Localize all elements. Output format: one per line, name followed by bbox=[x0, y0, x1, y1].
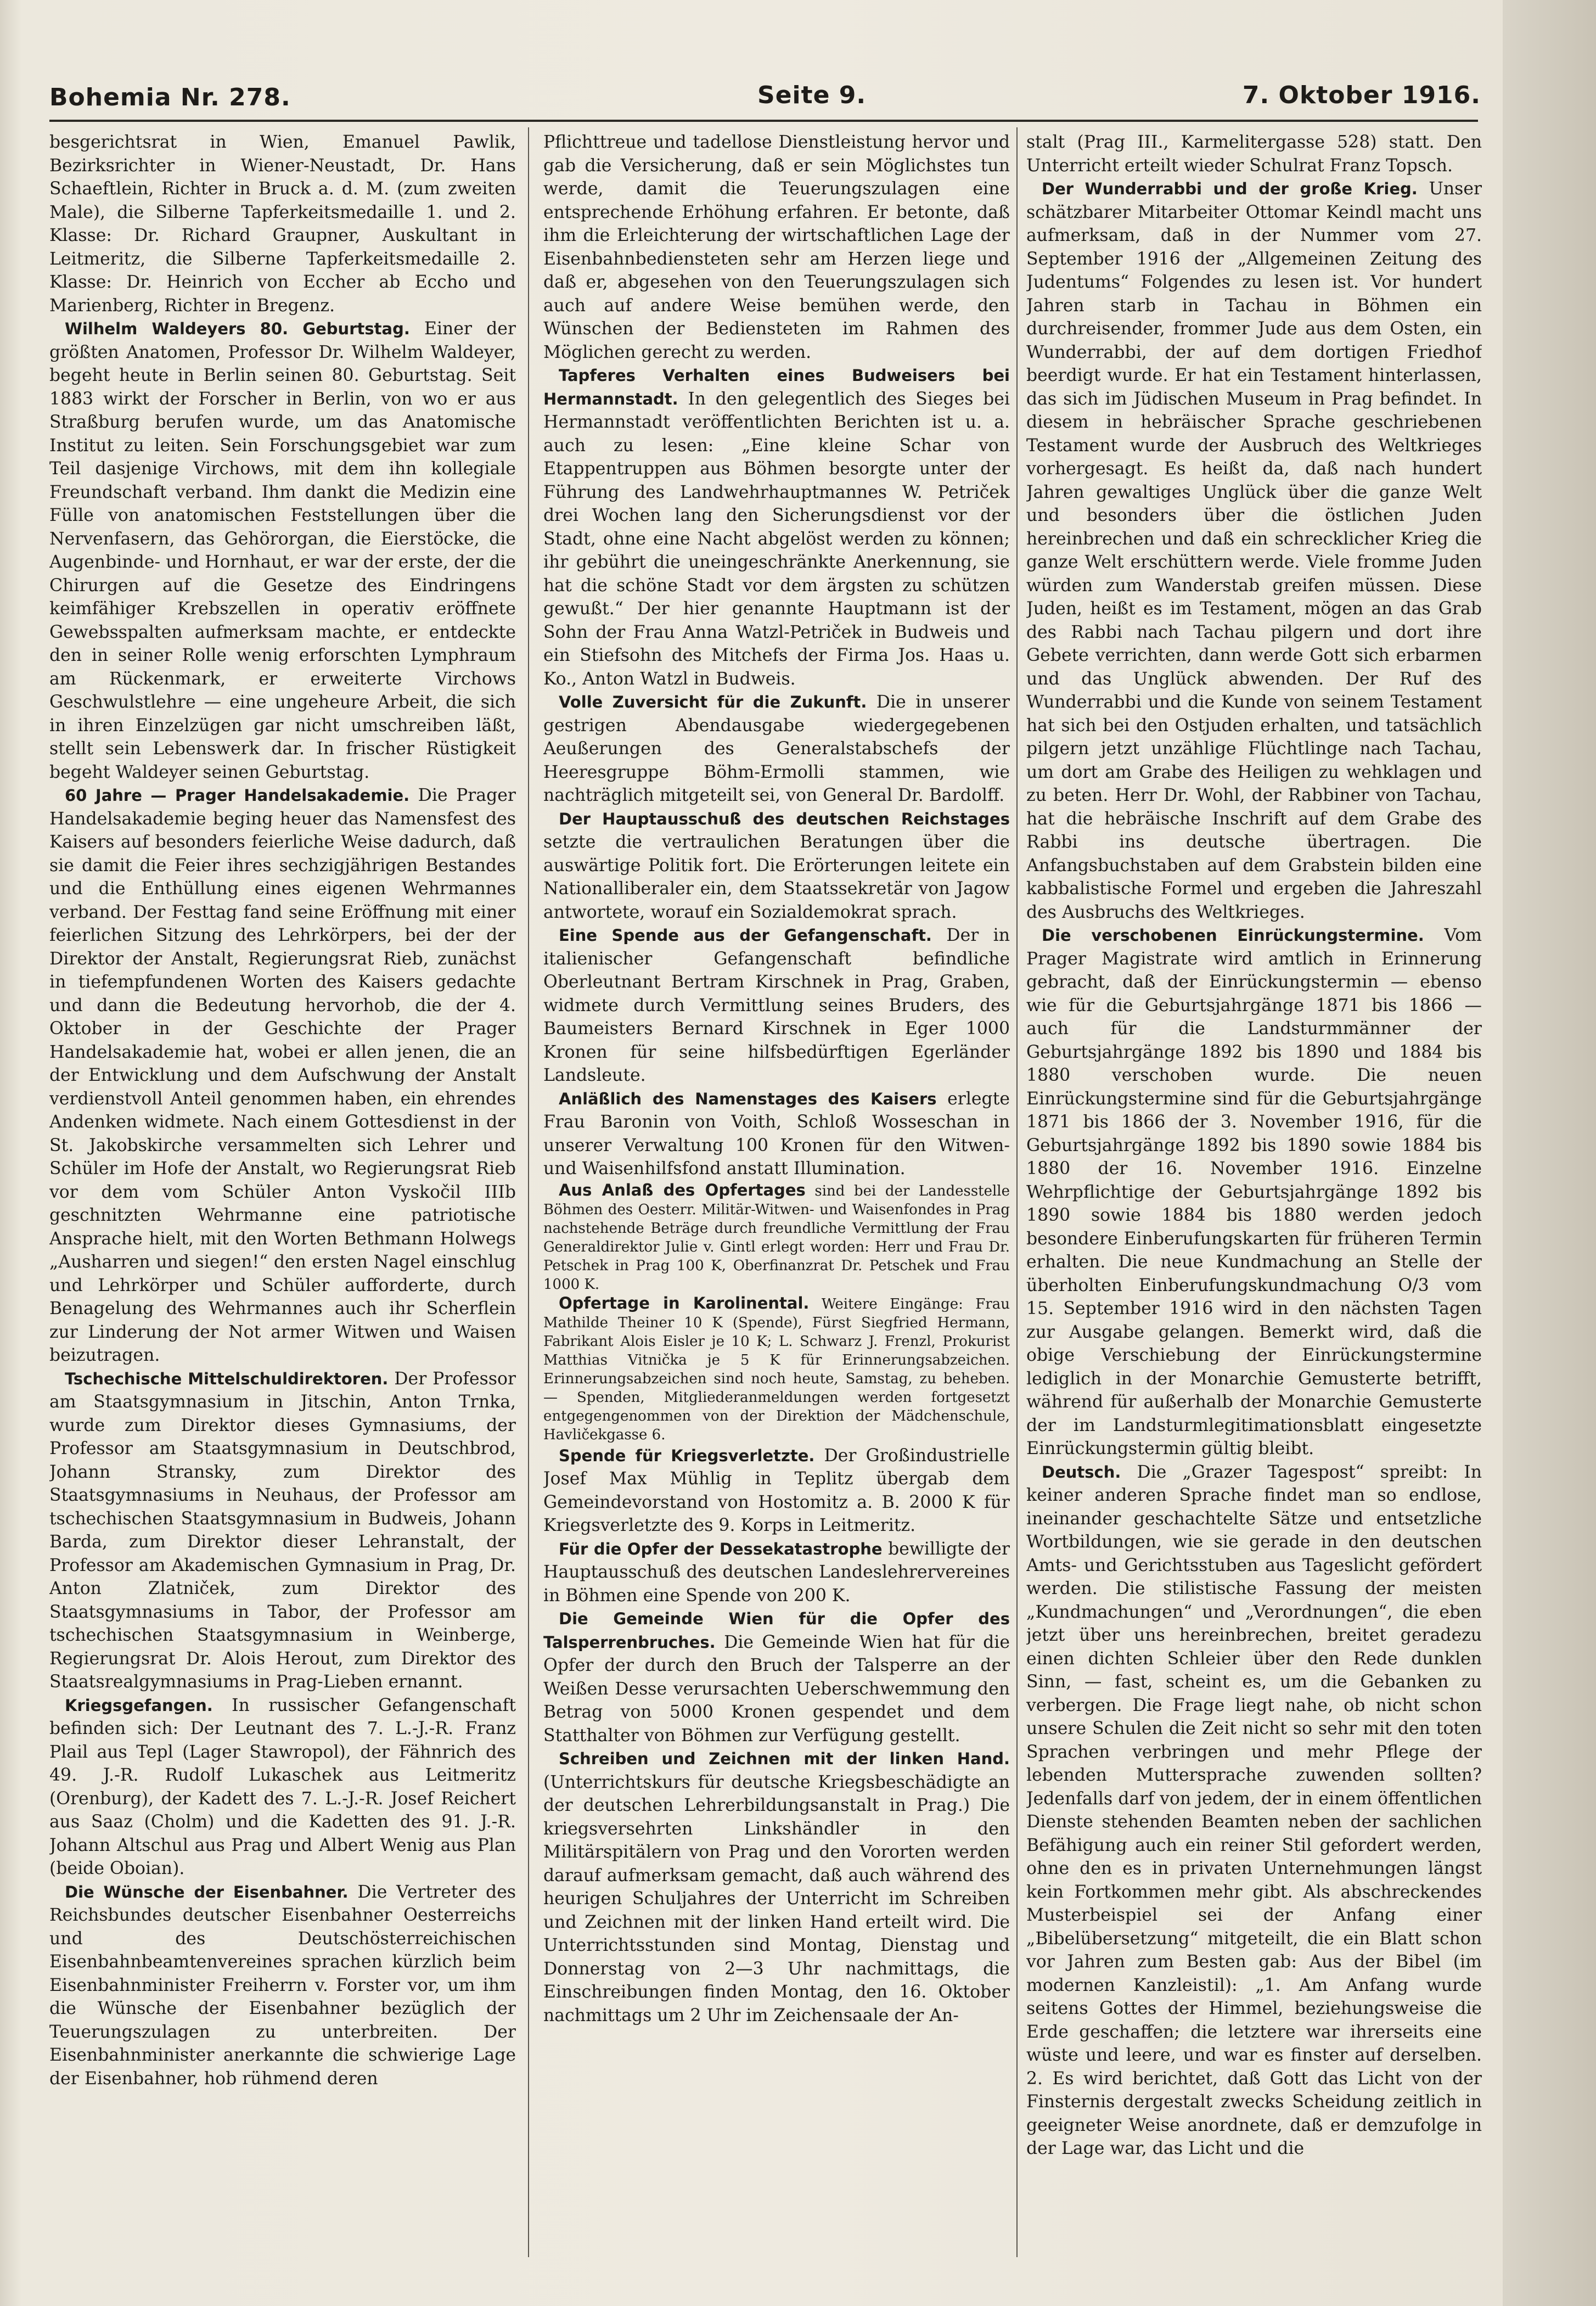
article-heading: Der Wunderrabbi und der große Krieg. bbox=[1042, 179, 1418, 198]
article-paragraph bbox=[543, 1444, 1010, 1538]
article-paragraph bbox=[49, 1881, 516, 2091]
text-column-1 bbox=[49, 131, 516, 2255]
column-divider bbox=[1016, 127, 1018, 2257]
issue-date: 7. Oktober 1916. bbox=[1242, 81, 1481, 109]
article-text: sind bei der Landesstelle Böhmen des Oesterr. Militär-Witwen- und Waisenfondes in Prag nachstehende Beträge durch freundliche Vermittlung der Frau Generaldirektor Julie v. Gintl erlegt worden: Herr und Frau Dr. Petschek in Prag 100 K, Oberfinanzrat Dr. Petschek und Frau 1000 K. bbox=[543, 1182, 1010, 1293]
article-text: stalt (Prag III., Karmelitergasse 528) statt. Den Unterricht erteilt wieder Schulrat Franz Topsch. bbox=[1026, 132, 1482, 176]
header-rule bbox=[49, 120, 1478, 122]
article-paragraph bbox=[543, 1087, 1010, 1181]
article-paragraph bbox=[49, 1694, 516, 1881]
article-heading: Für die Opfer der Dessekatastrophe bbox=[559, 1539, 883, 1558]
article-paragraph bbox=[543, 807, 1010, 924]
article-text: Der in italienischer Gefangenschaft befindliche Oberleutnant Bertram Kirschnek in Prag, Graben, widmete durch Vermittlung seines Bruders, des Baumeisters Bernard Kirschnek in Eger 1000 Kronen für seine hilfsbedürftigen Egerländer Landsleute. bbox=[543, 925, 1010, 1085]
text-column-3 bbox=[1026, 131, 1482, 2255]
article-text: Die Gemeinde Wien hat für die Opfer der durch den Bruch der Talsperre an der Weißen Desse verursachten Ueberschwemmung den Betrag von 5000 Kronen gespendet und dem Statthalter von Böhmen zur Verfügung gestellt. bbox=[543, 1632, 1010, 1746]
article-text: setzte die vertraulichen Beratungen über die auswärtige Politik fort. Die Erörterungen leitete ein Nationalliberaler ein, dem Staatssekretär von Jagow antwortete, worauf ein Sozialdemokrat sprach. bbox=[543, 832, 1010, 922]
continued-paragraph bbox=[49, 131, 516, 317]
article-text: besgerichtsrat in Wien, Emanuel Pawlik, Bezirksrichter in Wiener-Neustadt, Dr. Hans Schaeftlein, Richter in Bruck a. d. M. (zum zweiten Male), die Silberne Tapferkeitsmedaille 1. und 2. Klasse: Dr. Richard Graupner, Auskultant in Leitmeritz, die Silberne Tapferkeitsmedaille 2. Klasse: Dr. Heinrich von Eccher ab Eccho und Marienberg, Richter in Bregenz. bbox=[49, 132, 516, 316]
article-paragraph bbox=[49, 317, 516, 784]
column-divider bbox=[528, 127, 529, 2257]
page-header bbox=[49, 76, 1481, 120]
article-heading: Der Hauptausschuß des deutschen Reichstages bbox=[559, 809, 1010, 828]
article-text: Unser schätzbarer Mitarbeiter Ottomar Keindl macht uns aufmerksam, daß in der Nummer vom 27. September 1916 der „Allgemeinen Zeitung des Judentums“ Folgendes zu lesen ist. Vor hundert Jahren starb in Tachau in Böhmen ein durchreisender, frommer Jude aus dem Osten, ein Wunderrabbi, der auf dem dortigen Friedhof beerdigt wurde. Er hat ein Testament hinterlassen, das sich im Jüdischen Museum in Prag befindet. In diesem in hebräischer Sprache geschriebenen Testament wurde der Ausbruch des Weltkrieges vorhergesagt. Es heißt da, daß nach hundert Jahren gewaltiges Unglück über die ganze Welt und besonders über die östlichen Juden hereinbrechen und daß ein schrecklicher Krieg die ganze Welt erschüttern werde. Viele fromme Juden würden zum Wanderstab greifen müssen. Diese Juden, heißt es im Testament, mögen an das Grab des Rabbi nach Tachau pilgern und dort ihre Gebete verrichten, dann werde Gott sich erbarmen und das Unglück abwenden. Der Ruf des Wunderrabbi und die Kunde von seinem Testament hat sich bei den Ostjuden erhalten, und tatsächlich pilgern jetzt unzählige Flüchtlinge nach Tachau, um dort am Grabe des Heiligen zu wehklagen und zu beten. Herr Dr. Wohl, der Rabbiner von Tachau, hat die hebräische Inschrift auf dem Grabe des Rabbi ins deutsche übertragen. Die Anfangsbuchstaben auf dem Grabstein bilden eine kabbalistische Formel und ergeben die Jahreszahl des Ausbruchs des Weltkrieges. bbox=[1026, 179, 1482, 922]
article-heading: Kriegsgefangen. bbox=[65, 1696, 213, 1715]
article-paragraph bbox=[543, 364, 1010, 691]
article-heading: Tschechische Mittelschuldirektoren. bbox=[65, 1369, 389, 1388]
article-heading: Eine Spende aus der Gefangenschaft. bbox=[559, 926, 932, 945]
article-text: Der Professor am Staatsgymnasium in Jitschin, Anton Trnka, wurde zum Direktor dieses Gymnasiums, der Professor am Staatsgymnasium in Deutschbrod, Johann Stransky, zum Direktor des Staatsgymnasiums in Neuhaus, der Professor am tschechischen Staatsgymnasium in Budweis, Johann Barda, zum Direktor dieser Lehranstalt, der Professor am Akademischen Gymnasium in Prag, Dr. Anton Zlatniček, zum Direktor des Staatsgymnasiums in Tabor, der Professor am tschechischen Staatsgymnasium in Weinberge, Regierungsrat Dr. Alois Herout, zum Direktor des Staatsrealgymnasiums in Prag-Lieben ernannt. bbox=[49, 1368, 516, 1692]
article-text: (Unterrichtskurs für deutsche Kriegsbeschädigte an der deutschen Lehrerbildungsanstalt in Prag.) Die kriegsversehrten Linkshändler in den Militärspitälern von Prag und den Vororten werden darauf aufmerksam gemacht, daß auch während des heurigen Schuljahres der Unterricht im Schreiben und Zeichnen mit der linken Hand erteilt wird. Die Unterrichtsstunden sind Montag, Dienstag und Donnerstag von 2—3 Uhr nachmittags, die Einschreibungen finden Montag, den 16. Oktober nachmittags um 2 Uhr im Zeichensaale der An- bbox=[543, 1772, 1010, 2026]
article-text: Die Vertreter des Reichsbundes deutscher Eisenbahner Oesterreichs und des Deutschösterreichischen Eisenbahnbeamtenvereines sprachen kürzlich beim Eisenbahnminister Freiherrn v. Forster vor, um ihm die Wünsche der Eisenbahner bezüglich der Teuerungszulagen zu unterbreiten. Der Eisenbahnminister anerkannte die schwierige Lage der Eisenbahner, hob rühmend deren bbox=[49, 1882, 516, 2089]
article-paragraph bbox=[543, 1538, 1010, 1608]
article-text: Pflichttreue und tadellose Dienstleistung hervor und gab die Versicherung, daß er sein Möglichstes tun werde, damit die Teuerungszulagen eine entsprechende Erhöhung erfahren. Er betonte, daß ihm die Erleichterung der wirtschaftlichen Lage der Eisenbahnbediensteten sehr am Herzen liege und daß er, abgesehen von den Teuerungszulagen sich auch auf andere Weise bemühen werde, den Wünschen der Bediensteten im Rahmen des Möglichen gerecht zu werden. bbox=[543, 132, 1010, 362]
article-heading: 60 Jahre — Prager Handelsakademie. bbox=[65, 786, 410, 805]
text-column-2 bbox=[543, 131, 1010, 2255]
article-paragraph bbox=[543, 691, 1010, 807]
article-text: Weitere Eingänge: Frau Mathilde Theiner 10 K (Spende), Fürst Siegfried Hermann, Fabrikant Alois Eisler je 10 K; L. Schwarz J. Frenzl, Prokurist Matthias Vitnička je 5 K für Erinnerungsabzeichen. Erinnerungsabzeichen sind noch heute, Samstag, zu beheben. — Spenden, Mitgliederanmeldungen werden fortgesetzt entgegengenommen von der Direktion der Mädchenschule, Havličekgasse 6. bbox=[543, 1295, 1010, 1443]
article-paragraph bbox=[543, 924, 1010, 1087]
article-heading: Tapferes Verhalten eines Budweisers bei Hermannstadt. bbox=[543, 366, 1010, 408]
article-paragraph bbox=[543, 1181, 1010, 1294]
article-paragraph bbox=[543, 1294, 1010, 1444]
article-heading: Schreiben und Zeichnen mit der linken Hand. bbox=[559, 1749, 1010, 1768]
scan-edge bbox=[1503, 0, 1596, 2306]
article-paragraph bbox=[1026, 1461, 1482, 2161]
article-text: bewilligte der Hauptausschuß des deutschen Landeslehrervereines in Böhmen eine Spende von 200 K. bbox=[543, 1539, 1010, 1606]
article-paragraph bbox=[49, 784, 516, 1367]
article-heading: Aus Anlaß des Opfertages bbox=[559, 1180, 806, 1199]
newspaper-issue: Bohemia Nr. 278. bbox=[49, 83, 291, 111]
article-text: In russischer Gefangenschaft befinden sich: Der Leutnant des 7. L.-J.-R. Franz Plail aus Tepl (Lager Stawropol), der Fähnrich des 49. J.-R. Rudolf Lukaschek aus Leitmeritz (Orenburg), der Kadett des 7. L.-J.-R. Josef Reichert aus Saaz (Cholm) und die Kadetten des 91. J.-R. Johann Altschul aus Prag und Albert Wenig aus Plan (beide Oboian). bbox=[49, 1695, 516, 1878]
article-text: erlegte Frau Baronin von Voith, Schloß Wosseschan in unserer Verwaltung 100 Kronen für den Witwen- und Waisenhilfsfond anstatt Illumination. bbox=[543, 1089, 1010, 1179]
article-heading: Die verschobenen Einrückungstermine. bbox=[1042, 926, 1424, 945]
article-heading: Anläßlich des Namenstages des Kaisers bbox=[559, 1089, 937, 1108]
article-heading: Die Gemeinde Wien für die Opfer des Talsperrenbruches. bbox=[543, 1609, 1010, 1652]
continued-paragraph bbox=[1026, 131, 1482, 177]
article-heading: Spende für Kriegsverletzte. bbox=[559, 1446, 815, 1465]
article-text: In den gelegentlich des Sieges bei Hermannstadt veröffentlichten Berichten ist u. a. auch zu lesen: „Eine kleine Schar von Etappentruppen aus Böhmen besorgte unter der Führung des Landwehrhauptmannes W. Petriček drei Wochen lang den Sicherungsdienst vor der Stadt, ohne eine Nacht abgelöst werden zu können; ihr gebührt die uneingeschränkte Anerkennung, sie hat die schöne Stadt vor dem ärgsten zu schützen gewußt.“ Der hier genannte Hauptmann ist der Sohn der Frau Anna Watzl-Petriček in Budweis und ein Stiefsohn des Mitchefs der Firma Jos. Haas u. Ko., Anton Watzl in Budweis. bbox=[543, 389, 1010, 689]
article-text: Die in unserer gestrigen Abendausgabe wiedergegebenen Aeußerungen des Generalstabschefs der Heeresgruppe Böhm-Ermolli stammen, wie nachträglich mitgeteilt sei, von General Dr. Bardolff. bbox=[543, 692, 1010, 805]
article-heading: Volle Zuversicht für die Zukunft. bbox=[559, 693, 867, 711]
article-paragraph bbox=[49, 1367, 516, 1694]
article-paragraph bbox=[1026, 177, 1482, 924]
article-heading: Die Wünsche der Eisenbahner. bbox=[65, 1882, 349, 1901]
article-paragraph bbox=[1026, 924, 1482, 1461]
article-text: Einer der größten Anatomen, Professor Dr. Wilhelm Waldeyer, begeht heute in Berlin seinen 80. Geburtstag. Seit 1883 wirkt der Forscher in Berlin, von wo er aus Straßburg berufen wurde, um das Anatomische Institut zu leiten. Sein Forschungsgebiet war zum Teil dasjenige Virchows, mit dem ihn kollegiale Freundschaft verband. Ihm dankt die Medizin eine Fülle von anatomischen Feststellungen über die Nervenfasern, das Gehörorgan, die Eierstöcke, die Augenbinde- und Hornhaut, er war der erste, der die Chirurgen auf die Gesetze des Eindringens keimfähiger Krebszellen in operativ eröffnete Gewebsspalten aufmerksam machte, er entdeckte den in seiner Rolle wenig erforschten Lymphraum am Rückenmark, er erweiterte Virchows Geschwulstlehre — eine ungeheure Arbeit, die sich in ihren Einzelzügen gar nicht umschreiben läßt, stellt sein Lebenswerk dar. In frischer Rüstigkeit begeht Waldeyer seinen Geburtstag. bbox=[49, 319, 516, 782]
article-text: Der Großindustrielle Josef Max Mühlig in Teplitz übergab dem Gemeindevorstand von Hostomitz a. B. 2000 K für Kriegsverletzte des 9. Korps in Leitmeritz. bbox=[543, 1445, 1010, 1535]
article-heading: Opfertage in Karolinental. bbox=[559, 1293, 810, 1312]
article-heading: Deutsch. bbox=[1042, 1462, 1121, 1482]
page-number: Seite 9. bbox=[757, 81, 867, 109]
article-text: Die Prager Handelsakademie beging heuer das Namensfest des Kaisers auf besonders feierliche Weise dadurch, daß sie damit die Feier ihres sechzigjährigen Bestandes und die Enthüllung eines eigenen Wehrmannes verband. Der Festtag fand seine Eröffnung mit einer feierlichen Sitzung des Lehrkörpers, bei der der Direktor der Anstalt, Regierungsrat Rieb, zunächst in tiefempfundenen Worten des Kaisers gedachte und dann die Bedeutung hervorhob, die der 4. Oktober in der Geschichte der Prager Handelsakademie hat, wobei er allen jenen, die an der Entwicklung und dem Aufschwung der Anstalt verdienstvoll Anteil genommen haben, ein ehrendes Andenken widmete. Nach einem Gottesdienst in der St. Jakobskirche versammelten sich Lehrer und Schüler im Hofe der Anstalt, wo Regierungsrat Rieb vor dem vom Schüler Anton Vyskočil IIIb geschnitzten Wehrmanne eine patriotische Ansprache hielt, mit den Worten Bethmann Holwegs „Ausharren und siegen!“ den ersten Nagel einschlug und Lehrkörper und Schüler aufforderte, durch Benagelung des Wehrmannes auch ihr Scherflein zur Linderung der Not armer Witwen und Waisen beizutragen. bbox=[49, 786, 516, 1365]
article-text: Vom Prager Magistrate wird amtlich in Erinnerung gebracht, daß der Einrückungstermin — ebenso wie für die Geburtsjahrgänge 1871 bis 1866 — auch für die Landsturmmänner der Geburtsjahrgänge 1892 bis 1890 und 1884 bis 1880 verschoben wurde. Die neuen Einrückungstermine sind für die Geburtsjahrgänge 1871 bis 1866 der 3. November 1916, für die Geburtsjahrgänge 1892 bis 1890 sowie 1884 bis 1880 der 16. November 1916. Einzelne Wehrpflichtige der Geburtsjahrgänge 1892 bis 1890 sowie 1884 bis 1880 werden jedoch besondere Einberufungskarten für früheren Termin erhalten. Die neue Kundmachung an Stelle der überholten Einberufungskundmachung O/3 vom 15. September 1916 wird in den nächsten Tagen zur Ausgabe gelangen. Bemerkt wird, daß die obige Verschiebung der Einrückungstermine lediglich in der Monarchie Gemusterte betrifft, während für außerhalb der Monarchie Gemusterte der im Landsturmlegitimationsblatt eingesetzte Einrückungstermin gültig bleibt. bbox=[1026, 925, 1482, 1458]
article-paragraph bbox=[543, 1607, 1010, 1747]
article-text: Die „Grazer Tagespost“ spreibt: In keiner anderen Sprache findet man so endlose, ineinander geschachtelte Sätze und entsetzliche Wortbildungen, wie sie gerade in den deutschen Amts- und Gerichtsstuben aus Tageslicht gefördert werden. Die stilistische Fassung der meisten „Kundmachungen“ und „Verordnungen“, die eben jetzt über uns hereinbrechen, breitet geradezu einen dichten Schleier über den Rede dunklen Sinn, — fast, scheint es, um die Gebanken zu verbergen. Die Frage liegt nahe, ob nicht schon unsere Schulen die Zeit nicht so sehr mit den toten Sprachen verbringen und mehr Pflege der lebenden Muttersprache zuwenden sollten? Jedenfalls darf von jedem, der in einem öffentlichen Dienste stehenden Beamten neben der sachlichen Befähigung auch ein reiner Stil gefordert werden, ohne den es in privaten Unternehmungen längst kein Fortkommen mehr gibt. Als abschreckendes Musterbeispiel sei der Anfang einer „Bibelübersetzung“ mitgeteilt, die ein Blatt schon vor Jahren zum Besten gab: Aus der Bibel (im modernen Kanzleistil): „1. Am Anfang wurde seitens Gottes der Himmel, beziehungsweise die Erde geschaffen; die letztere war ihrerseits eine wüste und leere, und war es finster auf derselben. 2. Es wird berichtet, daß Gott das Licht von der Finsternis dergestalt zwecks Scheidung zeitlich in geeigneter Weise anordnete, daß er demzufolge in der Lage war, das Licht und die bbox=[1026, 1462, 1482, 2158]
article-paragraph bbox=[543, 1747, 1010, 2027]
continued-paragraph bbox=[543, 131, 1010, 364]
article-heading: Wilhelm Waldeyers 80. Geburtstag. bbox=[65, 319, 410, 338]
